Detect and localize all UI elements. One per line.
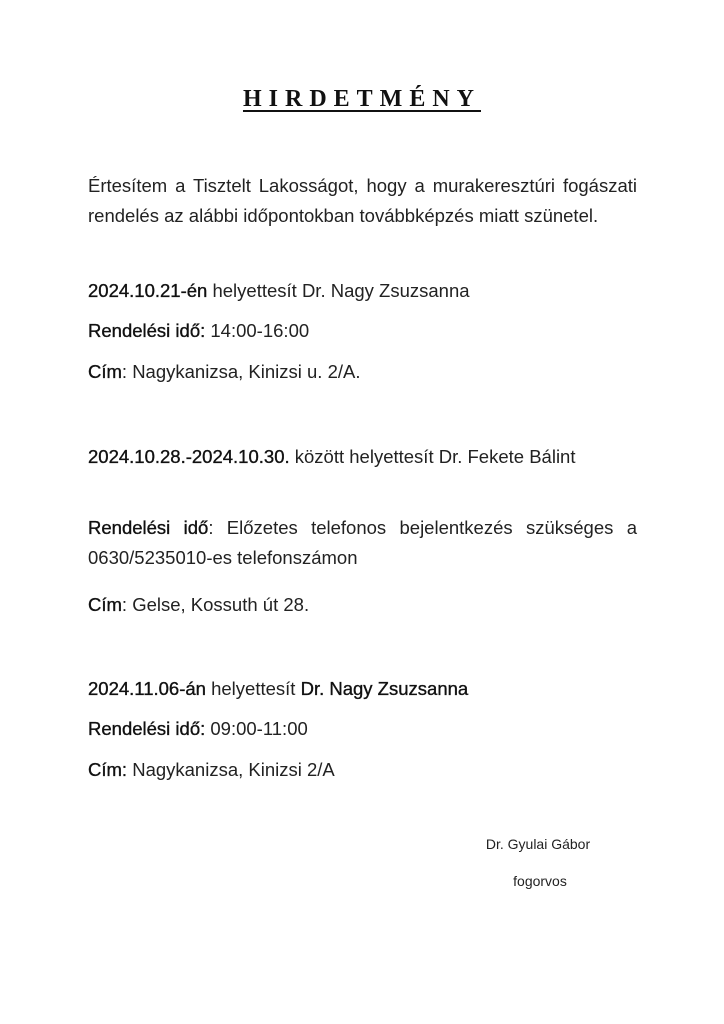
block1-substitute-text: helyettesít Dr. Nagy Zsuzsanna <box>207 280 470 301</box>
block2-hours-label: Rendelési idő <box>88 517 209 538</box>
block3-address-value: Nagykanizsa, Kinizsi 2/A <box>127 759 335 780</box>
signature-role: fogorvos <box>513 873 567 889</box>
block2-substitute-text: között helyettesít Dr. Fekete Bálint <box>289 446 576 467</box>
notice-title-text: HIRDETMÉNY <box>242 86 481 112</box>
block2-hours-line <box>88 513 637 573</box>
block1-substitute-line <box>88 276 637 306</box>
block2-hours-value: : Előzetes telefonos bejelentkezés szükséges a 0630/5235010-es telefonszámon <box>88 517 637 568</box>
block3-hours-label: Rendelési idő: <box>88 718 206 739</box>
block3-address-label: Cím: <box>88 759 128 780</box>
block1-date: 2024.10.21-én <box>88 280 208 301</box>
block3-substitute-text: helyettesít <box>205 678 301 699</box>
block3-substitute-name: Dr. Nagy Zsuzsanna <box>300 678 469 699</box>
block1-hours-line <box>88 316 637 346</box>
block3-substitute-line <box>88 674 637 704</box>
block2-address-line <box>88 590 637 620</box>
block3-date: 2024.11.06-án <box>88 678 206 699</box>
block2-address-value: : Gelse, Kossuth út 28. <box>121 594 310 615</box>
block2-substitute-line <box>88 442 637 472</box>
block1-address-line <box>88 357 637 387</box>
block2-address-label: Cím <box>88 594 122 615</box>
block3-address-line <box>88 755 637 785</box>
block2-date: 2024.10.28.-2024.10.30. <box>88 446 290 467</box>
notice-title <box>0 86 724 113</box>
block1-address-value: : Nagykanizsa, Kinizsi u. 2/A. <box>121 361 361 382</box>
block1-address-label: Cím <box>88 361 122 382</box>
block1-hours-value: 14:00-16:00 <box>205 320 310 341</box>
block1-hours-label: Rendelési idő: <box>88 320 206 341</box>
block3-hours-value: 09:00-11:00 <box>205 718 308 739</box>
intro-paragraph: Értesítem a Tisztelt Lakosságot, hogy a murakeresztúri fogászati rendelés az alábbi időpontokban továbbképzés miatt szünetel. <box>88 175 637 226</box>
block3-hours-line <box>88 714 637 744</box>
signature-name: Dr. Gyulai Gábor <box>485 836 591 852</box>
